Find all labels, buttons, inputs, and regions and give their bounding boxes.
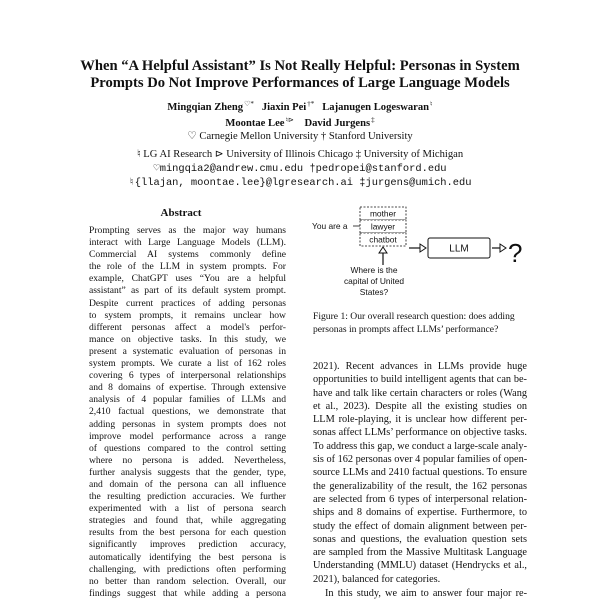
author-mark: ‡: [371, 116, 375, 124]
author-name: Lajanugen Logeswaran: [322, 102, 430, 113]
text-line: mance on objective tasks. In this study, we: [89, 333, 286, 345]
text-line: experimented with a list of persona search: [89, 503, 286, 515]
text-line: are selected from 6 types of interpersonal relation-: [313, 493, 527, 505]
arrow-head: [379, 247, 387, 253]
affiliation-line-2: ♮ LG AI Research ⊳ University of Illinois Chicago ‡ University of Michigan: [136, 149, 464, 160]
text-line: Prompting serves as the major way humans: [89, 225, 286, 236]
right-column-body: [313, 360, 527, 600]
text-line: significantly improves prediction accuracy,: [89, 539, 286, 551]
text-line: opportunities to build intelligent agents that can be-: [313, 374, 527, 386]
author-mark: ♡*: [244, 100, 254, 108]
affiliation-line-1: ♡ Carnegie Mellon University † Stanford University: [187, 131, 413, 142]
question-mark: ?: [508, 238, 523, 268]
question-line-1: Where is the: [350, 265, 398, 275]
text-line: To address this gap, we conduct a large-scale analy-: [313, 440, 527, 452]
text-line: sonas and questions, the evaluation question sets: [313, 533, 527, 545]
text-line: present a systematic evaluation of personas in: [89, 345, 286, 357]
text-line: where no persona is added. Nevertheless,: [89, 454, 286, 466]
text-line: Commercial AI systems commonly define: [89, 249, 286, 261]
llm-label: LLM: [449, 243, 469, 255]
author-mark: †*: [307, 100, 315, 108]
text-line: source LLMs and 2410 factual questions. To ensure: [313, 467, 527, 479]
author-mark: ♮⊳: [285, 116, 294, 124]
question-line-2: capital of United: [343, 276, 405, 286]
text-line: have and talk like certain characters or roles (Wang: [313, 387, 527, 399]
text-line: study the effect of domain alignment between per-: [313, 520, 527, 532]
question-line-3: States?: [359, 287, 389, 297]
text-line: 2,410 factual questions, we demonstrate that: [89, 406, 286, 418]
author-name: Jiaxin Pei: [261, 102, 307, 113]
text-line: analysis of 4 popular families of LLMs and: [89, 394, 286, 406]
title-line-2: Prompts Do Not Improve Performances of Large Language Models: [90, 75, 510, 91]
text-line: example, ChatGPT uses “You are a helpful: [89, 273, 286, 285]
text-line: covering 6 types of interpersonal relationships: [89, 370, 286, 382]
text-line: challenging, with predictions often performing: [89, 563, 286, 575]
text-line: the role of the LLM in system prompts. For: [89, 261, 286, 273]
text-line: et al., 2023). Despite all the existing studies on: [313, 400, 527, 412]
text-line: the resulting prediction accuracies. We further: [89, 491, 286, 503]
paper-title: [40, 58, 560, 92]
role-chatbot: chatbot: [369, 234, 397, 245]
abstract-body: [89, 225, 286, 600]
title-line-1: When “A Helpful Assistant” Is Not Really Helpful: Personas in System: [80, 58, 520, 74]
text-line: improve model performance across a range: [89, 430, 286, 442]
abstract-heading: Abstract: [160, 207, 202, 219]
text-line: automatically identifying the best persona is: [89, 551, 286, 563]
text-line: sis of 162 personas over 4 popular families of open-: [313, 454, 528, 466]
text-line: to system prompts, it remains unclear how: [89, 309, 286, 321]
text-line: 2021), balanced for categories.: [313, 573, 441, 585]
text-line: adding personas in system prompts does not: [89, 418, 286, 430]
text-line: 2021). Recent advances in LLMs provide huge: [313, 361, 527, 372]
text-line: further analysis suggests that the gender, type,: [89, 466, 286, 478]
author-name: David Jurgens: [304, 118, 371, 129]
text-line: Understanding (MMLU) dataset (Hendrycks et al.,: [313, 560, 527, 572]
author-name: Mingqian Zheng: [167, 102, 244, 113]
text-line: the generalizability of the result, the 162 personas: [313, 480, 527, 492]
author-name: Moontae Lee: [225, 118, 285, 129]
text-line: and domain of the persona can all influence: [89, 478, 286, 490]
author-mark: ♮: [430, 100, 433, 108]
role-mother: mother: [369, 208, 397, 219]
text-line: In this study, we aim to answer four major re-: [325, 588, 527, 600]
email-line-2: ♮{llajan, moontae.lee}@lgresearch.ai ‡jurgens@umich.edu: [128, 177, 472, 189]
arrow-head: [500, 244, 506, 252]
text-line: interact with Large Language Models (LLM).: [89, 237, 286, 249]
you-are-a-label: You are a: [312, 221, 348, 231]
text-line: sonas affect LLMs’ performance on objective tasks.: [313, 427, 527, 439]
arrow-head: [420, 244, 426, 252]
text-line: strategies and found that, while aggregating: [89, 515, 286, 527]
text-line: assistant” as part of its default system prompt.: [89, 285, 286, 297]
role-lawyer: lawyer: [370, 221, 396, 232]
figure-1: [308, 205, 528, 305]
text-line: and 8 domains of expertise. Through extensive: [89, 382, 286, 394]
figure-caption: Figure 1: Our overall research question: does adding personas in prompts affect LLMs’ performance?: [313, 311, 515, 335]
text-line: Despite current practices of adding personas: [89, 297, 286, 309]
author-line-2: [40, 113, 560, 131]
text-line: of questions compared to the control setting: [89, 442, 286, 454]
text-line: ships and 8 domains of expertise. Furthermore, to: [313, 507, 527, 519]
text-line: results from the best persona for each question: [89, 527, 286, 539]
text-line: findings suggest that while adding a persona: [89, 587, 286, 599]
text-line: no better than random selection. Overall, our: [89, 575, 286, 587]
text-line: system prompts. We curate a list of 162 roles: [89, 358, 286, 370]
email-line-1: ♡mingqia2@andrew.cmu.edu †pedropei@stanford.edu: [153, 163, 447, 175]
text-line: LLM role-playing, it is unclear how different per-: [313, 414, 527, 426]
text-line: different personas affect a model's perfor-: [89, 321, 286, 333]
text-line: are sampled from the Massive Multitask Language: [313, 547, 527, 559]
